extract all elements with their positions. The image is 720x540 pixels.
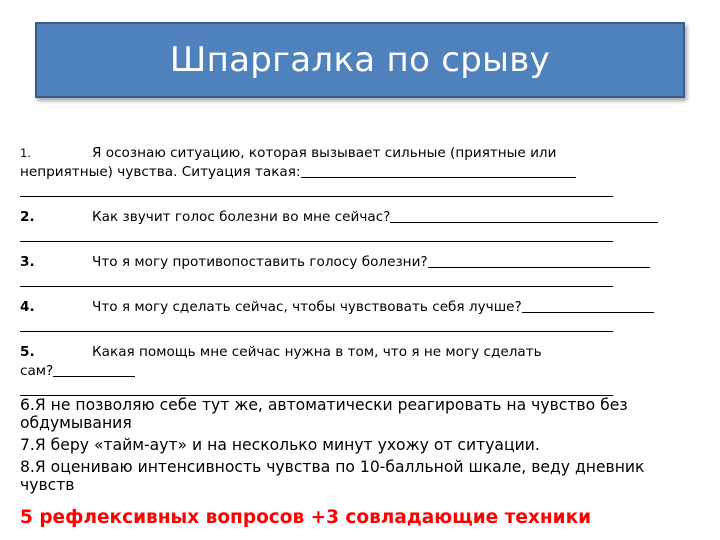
title-banner: [35, 22, 685, 98]
slide-title: Шпаргалка по срыву: [169, 40, 551, 80]
technique-item: 8.Я оцениваю интенсивность чувства по 10-балльной шкале, веду дневник чувств: [20, 458, 645, 494]
question-5: [20, 343, 700, 362]
questions-list: [20, 144, 700, 396]
question-number: 4.: [20, 299, 35, 315]
answer-blank[interactable]: [53, 362, 135, 377]
technique-item: 6.Я не позволяю себе тут же, автоматически реагировать на чувство без обдумывания: [20, 396, 628, 432]
techniques-list: [20, 396, 700, 498]
question-text: Как звучит голос болезни во мне сейчас?: [92, 209, 391, 225]
answer-blank[interactable]: [522, 298, 654, 313]
answer-line[interactable]: [20, 227, 613, 242]
question-number: 1.: [20, 146, 31, 160]
answer-blank[interactable]: [390, 208, 658, 223]
answer-blank[interactable]: [428, 253, 650, 268]
question-number: 3.: [20, 254, 35, 270]
question-number: 5.: [20, 344, 35, 360]
answer-line[interactable]: [20, 381, 613, 396]
technique-item: 7.Я беру «тайм-аут» и на несколько минут ухожу от ситуации.: [20, 436, 540, 454]
answer-blank[interactable]: [301, 163, 576, 178]
question-2: [20, 208, 700, 227]
question-4: [20, 298, 700, 317]
answer-line[interactable]: [20, 317, 613, 332]
question-3: [20, 253, 700, 272]
question-text: неприятные) чувства. Ситуация такая:: [20, 164, 301, 180]
question-number: 2.: [20, 209, 35, 225]
question-text: сам?: [20, 363, 54, 379]
footer-summary: 5 рефлексивных вопросов +3 совладающие техники: [20, 507, 592, 528]
question-text: Какая помощь мне сейчас нужна в том, что я не могу сделать: [92, 344, 542, 360]
question-text: Я осознаю ситуацию, которая вызывает сильные (приятные или: [92, 145, 557, 161]
answer-line[interactable]: [20, 272, 613, 287]
question-text: Что я могу сделать сейчас, чтобы чувствовать себя лучше?: [92, 299, 522, 315]
question-1: [20, 144, 700, 163]
question-1-continuation: [20, 163, 700, 182]
answer-line[interactable]: [20, 182, 613, 197]
question-text: Что я могу противопоставить голосу болезни?: [92, 254, 428, 270]
question-5-continuation: [20, 362, 700, 381]
